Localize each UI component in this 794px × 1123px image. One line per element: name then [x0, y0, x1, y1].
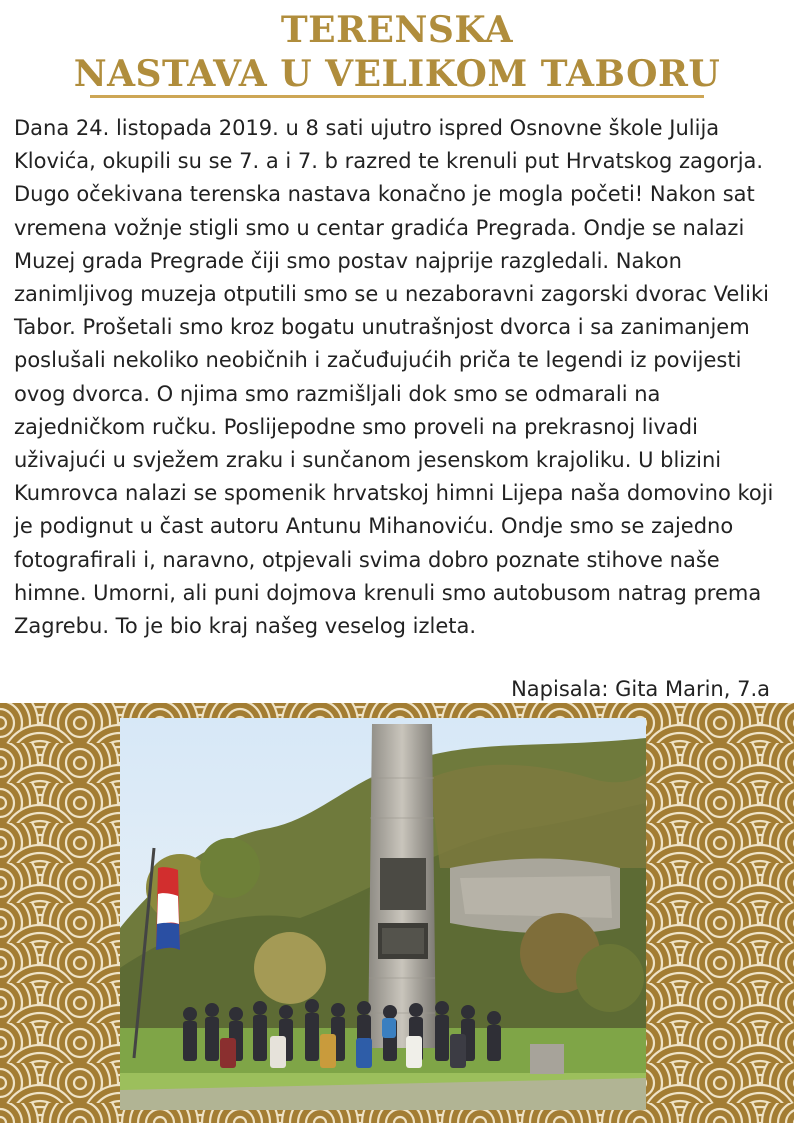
page-title	[0, 8, 794, 96]
title-line-2: NASTAVA U VELIKOM TABORU	[73, 53, 721, 95]
title-line-1: TERENSKA	[280, 9, 514, 51]
title-underline	[90, 95, 704, 98]
article-body: Dana 24. listopada 2019. u 8 sati ujutro ispred Osnovne škole Julija Klovića, okupili su se 7. a i 7. b razred te krenuli put Hrvatskog zagorja. Dugo očekivana terenska nastava konačno je mogla početi! Nakon sat vremena vožnje stigli smo u centar gradića Pregrada. Ondje se nalazi Muzej grada Pregrade čiji smo postav najprije razgledali. Nakon zanimljivog muzeja otputili smo se u nezaboravni zagorski dvorac Veliki Tabor. Prošetali smo kroz bogatu unutrašnjost dvorca i sa zanimanjem poslušali nekoliko neobičnih i začuđujućih priča te legendi iz povijesti ovog dvorca. O njima smo razmišljali dok smo se odmarali na zajedničkom ručku. Poslijepodne smo proveli na prekrasnoj livadi uživajući u svježem zraku i sunčanom jesenskom krajoliku. U blizini Kumrovca nalazi se spomenik hrvatskoj himni Lijepa naša domovino koji je podignut u čast autoru Antunu Mihanoviću. Ondje smo se zajedno fotografirali i, naravno, otpjevali svima dobro poznate stihove naše himne. Umorni, ali puni dojmova krenuli smo autobusom natrag prema Zagrebu. To je bio kraj našeg veselog izleta.	[14, 116, 774, 639]
byline: Napisala: Gita Marin, 7.a	[511, 677, 770, 701]
group-photo-at-monument	[120, 718, 646, 1110]
